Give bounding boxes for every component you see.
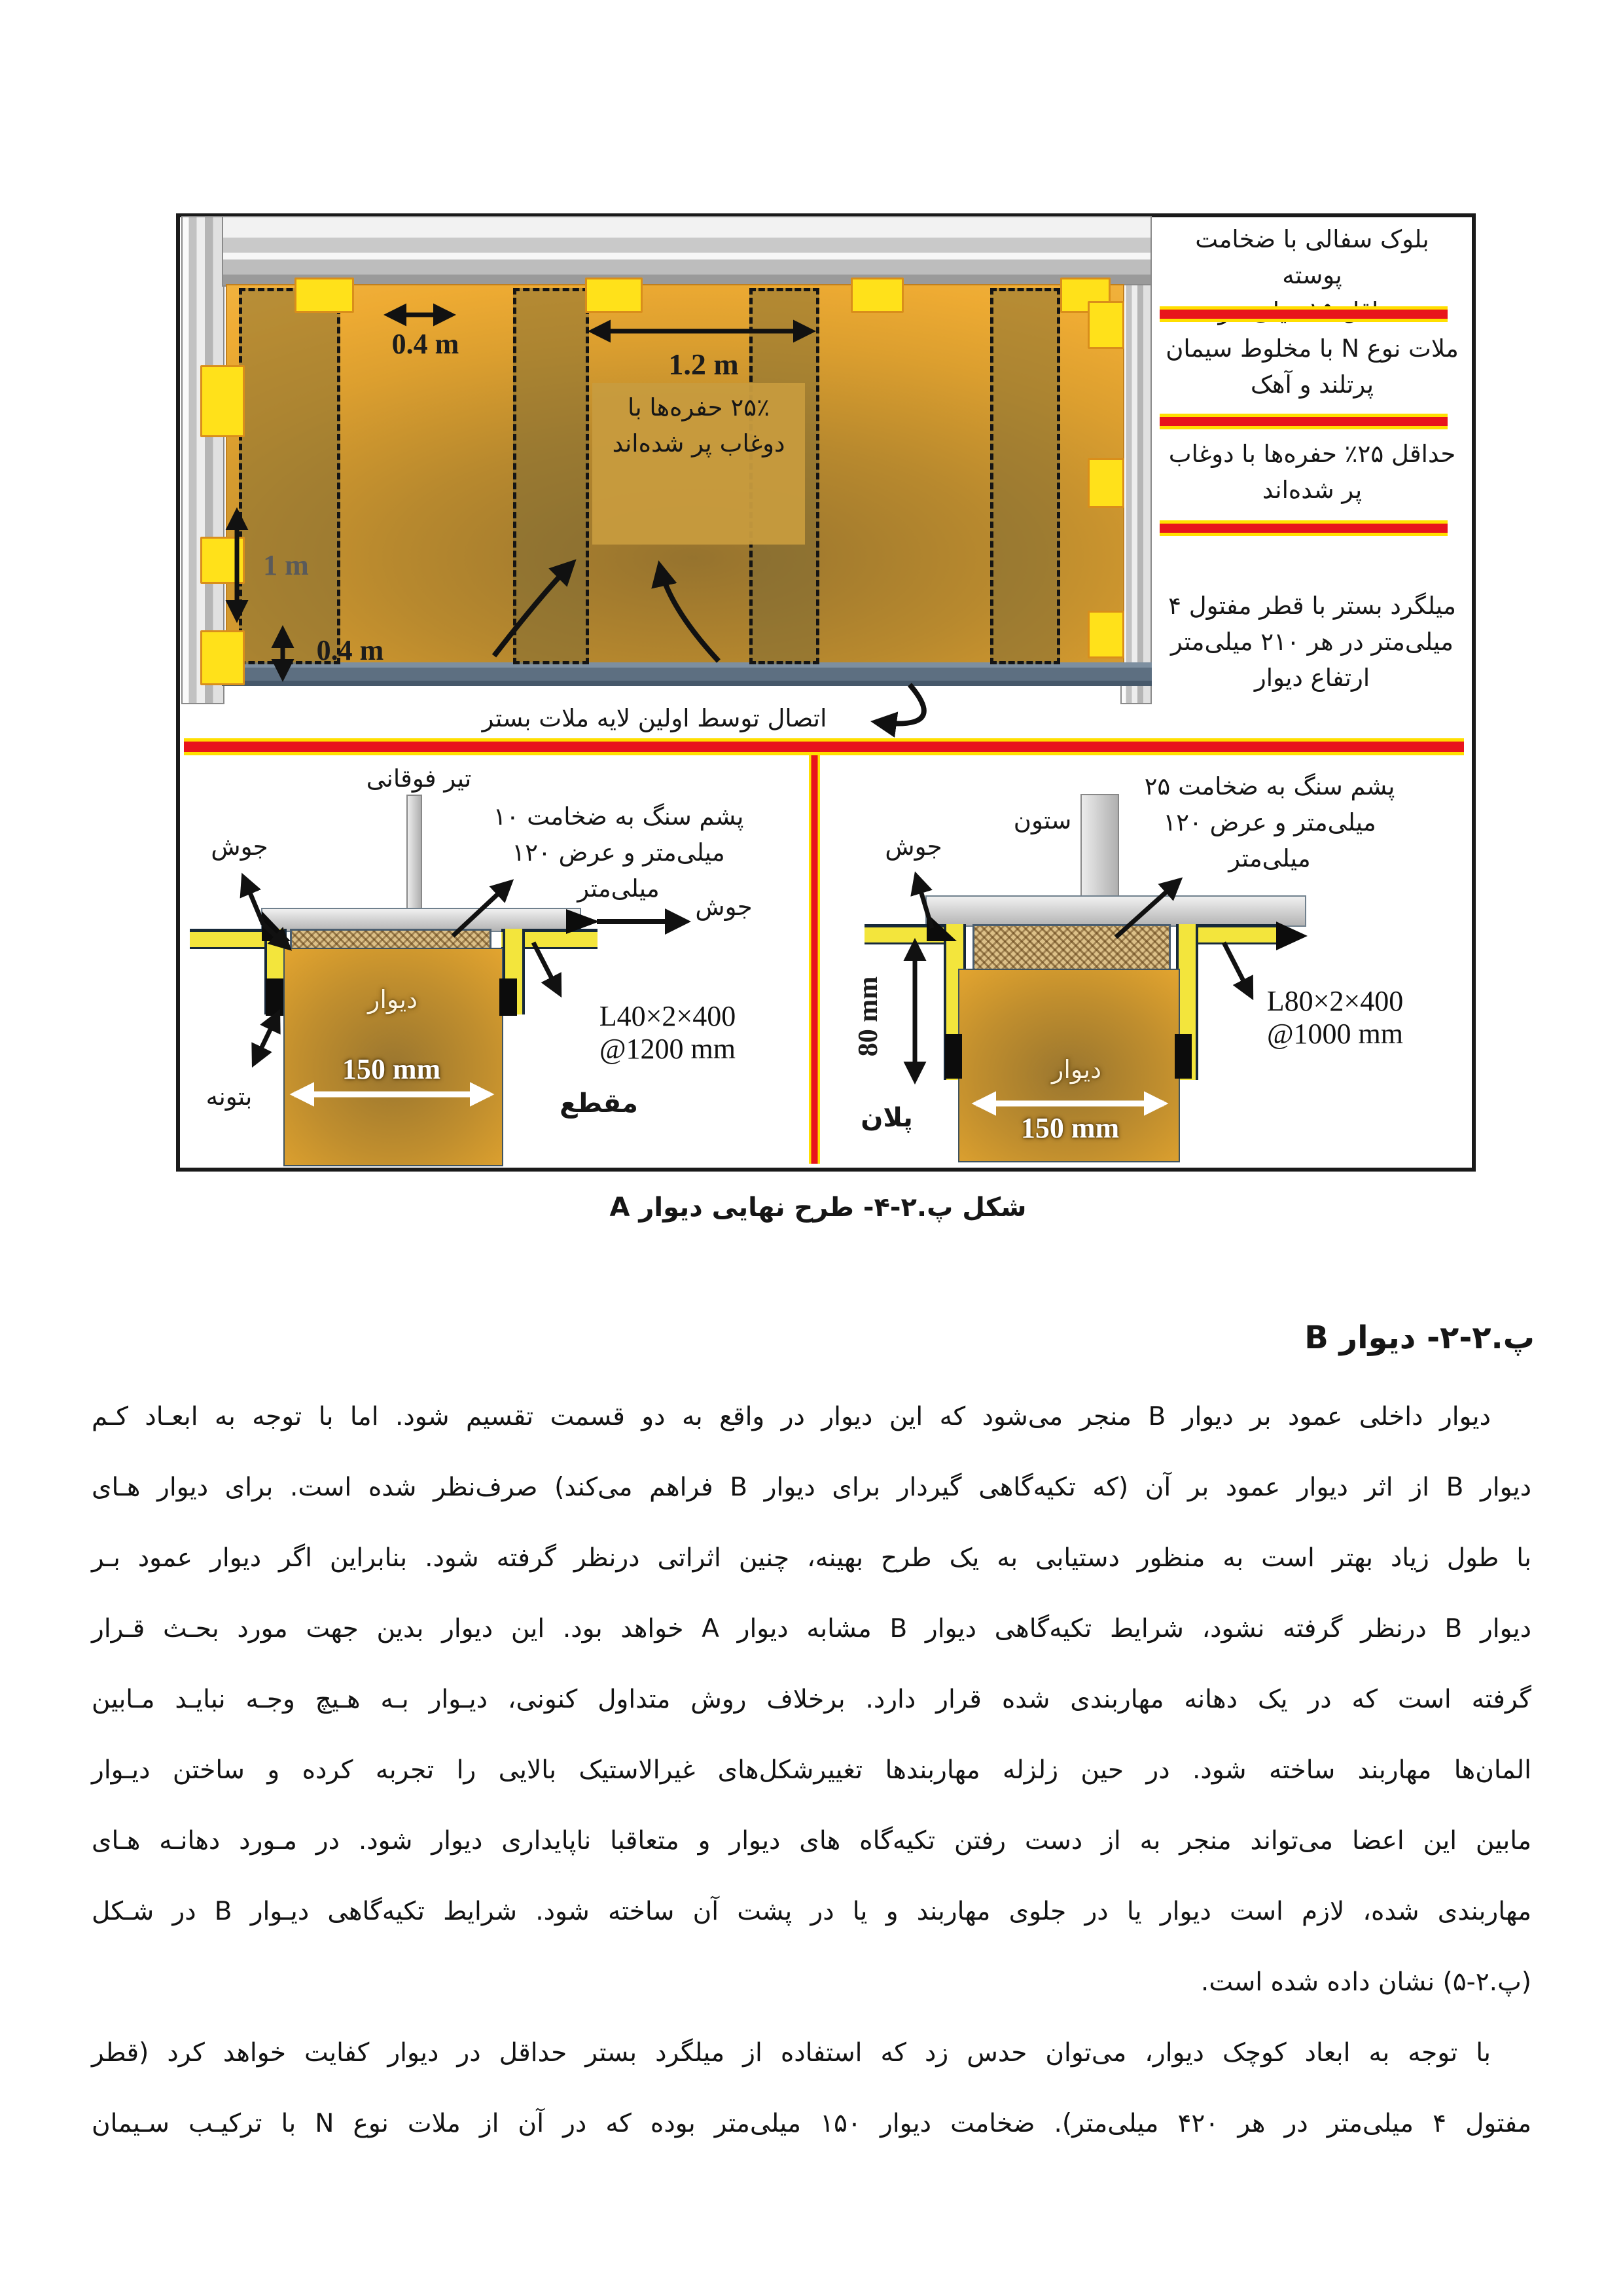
putty-label: بتونه: [205, 1083, 253, 1111]
shim-block: [499, 978, 517, 1016]
figure-caption: شکل پ.۲-۴- طرح نهایی دیوار A: [609, 1193, 1027, 1223]
body-line: با توجه به ابعاد کوچک دیوار، می‌توان حدس زد که استفاده از میلگرد بستر حداقل در دیوار کفایت خواهد کرد (قطر: [92, 2038, 1491, 2068]
plan-view-label: پلان: [861, 1103, 913, 1133]
body-line: المان‌ها مهاربند ساخته شود. در حین زلزله مهاربندها تغییرشکل‌های غیرالاستیک بالایی را تجربه کرده و ساختن دیـوار: [92, 1755, 1531, 1785]
dimension-label-1m: 1 m: [263, 549, 309, 581]
grout-note-line: دوغاب پر شده‌اند: [612, 429, 785, 457]
rockwool-note-plan: [1139, 768, 1400, 876]
right-note-line: پر شده‌اند: [1262, 476, 1363, 504]
sidebar-divider-bar: [1160, 306, 1448, 322]
right-note-line: ارتفاع دیوار: [1254, 664, 1370, 692]
body-line: دیوار B درنظر گرفته نشود، شرایط تکیه‌گاهی دیوار B مشابه دیوار A خواهد بود. این دیوار بدین جهت مورد بحـث قـرار: [92, 1614, 1531, 1643]
body-line: مفتول ۴ میلی‌متر در هر ۴۲۰ میلی‌متر). ضخامت دیوار ۱۵۰ میلی‌متر بوده که در آن از ملات نوع N با ترکیـب سـیمان: [92, 2109, 1531, 2138]
column-bar-plan: [1080, 794, 1119, 900]
dimension-label-12m: 1.2 m: [668, 348, 739, 381]
section-heading: پ.۲-۲- دیوار B: [1304, 1319, 1535, 1356]
right-note-line: ملات نوع N با مخلوط سیمان: [1166, 334, 1459, 363]
figure-horizontal-divider: [184, 738, 1464, 755]
right-note-line: میلی‌متر در هر ۲۱۰ میلی‌متر: [1171, 628, 1454, 656]
weld-label-right: جوش: [695, 893, 753, 921]
grouted-cell-strip: [990, 288, 1060, 664]
angle-spec-spacing: @1000 mm: [1267, 1018, 1403, 1050]
steel-plate-plan: [925, 895, 1306, 927]
sidebar-divider-bar: [1160, 414, 1448, 429]
connector-clip: [585, 278, 643, 313]
wall-word-plan: دیوار: [1051, 1055, 1102, 1084]
right-note-line: پرتلند و آهک: [1250, 370, 1374, 399]
base-mortar-note: اتصال توسط اولین لایه ملات بستر: [482, 704, 827, 732]
angle-spec-section: [592, 1000, 743, 1066]
connector-clip: [851, 278, 904, 313]
rockwool-strip-plan: [972, 924, 1171, 973]
top-beam-stem: [406, 795, 422, 912]
wall-word-section: دیوار: [367, 985, 418, 1014]
body-line: دیوار داخلی عمود بر دیوار B منجر می‌شود که این دیوار در واقع به دو قسمت تقسیم شود. اما با توجه به ابعـاد کـم: [92, 1402, 1491, 1431]
right-note-line: بلوک سفالی با ضخامت پوسته: [1195, 225, 1429, 289]
shim-block: [266, 978, 283, 1016]
connector-clip: [200, 537, 245, 584]
connector-clip: [1088, 611, 1124, 658]
dimension-label-04m-top: 0.4 m: [391, 328, 459, 360]
depth-dim-plan: 80 mm: [853, 976, 883, 1057]
wall-width-dim-section: 150 mm: [342, 1053, 441, 1085]
weld-label-left: جوش: [211, 833, 268, 861]
section-view-label: مقطع: [560, 1088, 638, 1119]
right-note-block: [1162, 436, 1463, 508]
right-note-line: حداقل ۲۵٪ حفره‌ها با دوغاب: [1168, 440, 1456, 468]
column-label: ستون: [1013, 806, 1072, 834]
body-line: مابین این اعضا می‌تواند منجر به از دست رفتن تکیه‌گاه های دیوار و متعاقبا ناپایداری دیوار شود. در مـورد دهانـه هـای: [92, 1826, 1531, 1856]
right-note-line: میلگرد بستر با قطر مفتول ۴: [1168, 592, 1456, 620]
connector-clip: [200, 365, 245, 437]
angle-spec-size: L80×2×400: [1266, 985, 1404, 1017]
body-line: دیوار B از اثر دیوار عمود بر آن (که تکیه‌گاهی گیردار برای دیوار B فراهم می‌کند) صرف‌نظر شده است. برای دیوار هـای: [92, 1473, 1531, 1502]
steel-beam-top: [222, 216, 1152, 287]
body-line: مهاربندی شده، لازم است دیوار یا در جلوی مهاربند و یا در پشت آن ساخته شود. شرایط تکیه‌گاهی دیـوار B در شـکل: [92, 1897, 1531, 1926]
right-note-block: [1162, 588, 1463, 696]
grout-note-box: [592, 383, 805, 545]
sidebar-divider-bar: [1160, 520, 1448, 536]
steel-column-right: [1120, 284, 1152, 704]
body-text: [92, 1382, 1531, 2159]
body-line: با طول زیاد بهتر است به منظور دستیابی به یک طرح بهینه، چنین اثراتی درنظر گرفته شود. بنابراین اگر دیوار عمود بـر: [92, 1543, 1531, 1573]
connector-clip: [1088, 458, 1124, 508]
figure-vertical-divider: [809, 755, 820, 1164]
connector-clip: [294, 278, 354, 313]
grouted-cell-strip: [239, 288, 340, 664]
rockwool-note-line: میلی‌متر: [1228, 844, 1311, 872]
rockwool-note-line: پشم سنگ به ضخامت ۱۰: [493, 802, 744, 831]
dimension-label-04m-left: 0.4 m: [316, 634, 384, 666]
body-line: گرفته است که در یک دهانه مهاربندی شده قرار دارد. برخلاف روش متداول کنونی، دیـوار بـه هـیچ وجـه نبایـد مـابین: [92, 1685, 1531, 1714]
grouted-cell-strip: [513, 288, 589, 664]
rockwool-note-line: پشم سنگ به ضخامت ۲۵: [1144, 772, 1395, 800]
connector-clip: [1088, 301, 1124, 349]
rockwool-note-line: میلی‌متر و عرض ۱۲۰: [1163, 808, 1376, 836]
shim-block: [945, 1034, 962, 1079]
angle-spec-size: L40×2×400: [599, 1000, 736, 1032]
shim-block: [1175, 1034, 1192, 1079]
top-beam-label: تیر فوقانی: [366, 764, 472, 793]
body-line: (پ.۲-۵) نشان داده شده است.: [1200, 1967, 1531, 1997]
wall-width-dim-plan: 150 mm: [1020, 1112, 1120, 1144]
rockwool-note-line: میلی‌متر و عرض ۱۲۰ میلی‌متر: [512, 838, 725, 903]
right-note-block: [1162, 331, 1463, 403]
angle-spec-spacing: @1200 mm: [599, 1033, 736, 1065]
connector-clip: [200, 630, 245, 685]
weld-label-plan: جوش: [885, 833, 942, 861]
angle-spec-plan: [1260, 985, 1410, 1050]
grout-note-line: ۲۵٪ حفره‌ها با: [628, 393, 770, 422]
